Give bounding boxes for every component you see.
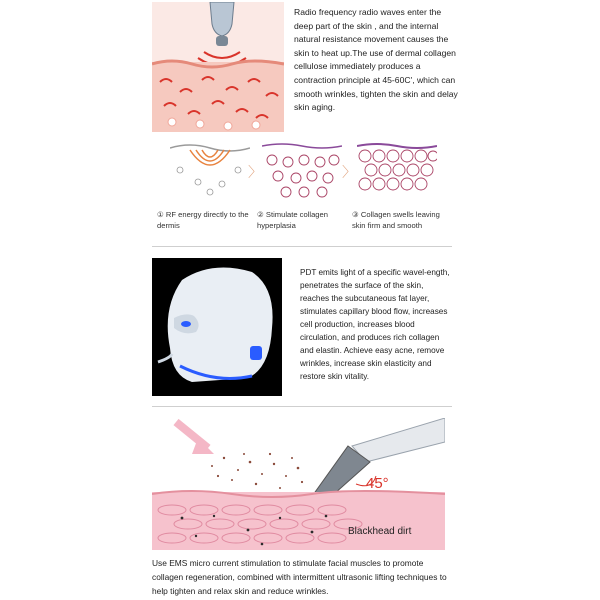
rf-description: Radio frequency radio waves enter the deep part of the skin , and the internal natural resistance movement causes the skin to heat up.The use of dermal collagen cellulose immediately produces a contraction principle at 45-60C', which can smooth wrinkles, tighten the skin and delay skin aging. bbox=[294, 7, 458, 113]
chevron-right-icon: 〉 bbox=[342, 164, 356, 180]
divider bbox=[152, 406, 452, 407]
rf-section bbox=[152, 0, 458, 246]
divider bbox=[152, 246, 452, 247]
ems-skin-illustration bbox=[152, 418, 445, 550]
step-caption-1: ① RF energy directly to the dermis bbox=[157, 210, 249, 230]
led-face-mask-image bbox=[152, 258, 282, 396]
stage-collagen-icon bbox=[262, 140, 342, 200]
pdt-description: PDT emits light of a specific wavel-ength, penetrates the surface of the skin, reaches the subcutaneous fat layer, stimulates capillary blood flow, increases cell production, increases blood circulation, and produces rich collagen and elastin. Achieve easy acne, remove wrinkles, increase skin elasticity and restore skin vitality. bbox=[300, 268, 450, 381]
stage-rf-energy-icon bbox=[170, 140, 250, 200]
angle-label: 45° bbox=[366, 475, 389, 492]
ems-description: Use EMS micro current stimulation to stimulate facial muscles to promote collagen regeneration, combined with intermittent ultrasonic lifting techniques to help tighten and relax skin and reduce wrinkles. bbox=[152, 558, 447, 596]
step-caption-3: ③ Collagen swells leaving skin firm and smooth bbox=[352, 210, 440, 230]
blackhead-label: Blackhead dirt bbox=[348, 526, 412, 537]
stage-collagen-swell-icon bbox=[357, 140, 437, 200]
rf-skin-illustration bbox=[152, 2, 284, 132]
chevron-right-icon: 〉 bbox=[248, 164, 262, 180]
step-caption-2: ② Stimulate collagen hyperplasia bbox=[257, 210, 328, 230]
